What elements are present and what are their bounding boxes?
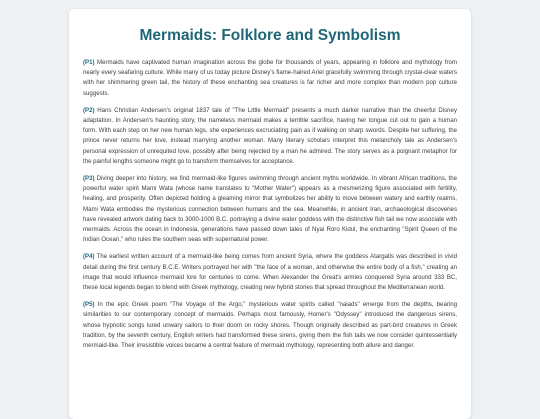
paragraph-3 (83, 174, 457, 245)
paragraph-label: (P3) (83, 175, 95, 183)
paragraph-label: (P4) (83, 253, 95, 261)
paragraph-label: (P5) (83, 301, 95, 309)
article-card (69, 9, 471, 419)
paragraph-label: (P1) (83, 59, 95, 66)
paragraph-text: Diving deeper into history, we find mermaid-like figures swimming through ancient myths worldwide. In vibrant African traditions, the powerful water spirit Mami Wata (whose name translates to "Mother Water") appears as a mesmerizing figure associated with fertility, healing, and prosperity. Often depicted holding a gleaming mirror that symbolizes her ability to move between watery and earthly realms, Mami Wata embodies the mysterious connection between humans and the sea. Meanwhile, in ancient Iran, archaeological discoveries have revealed artwork dating back to 3000-1000 B.C. portraying a divine water goddess with the distinctive fish tail we now associate with mermaids. Across the ocean in Indonesia, generations have passed down tales of Nyai Roro Kidul, the enchanting "Spirit Queen of the Indian Ocean," who rules the southern seas with supernatural power. (83, 175, 457, 244)
paragraph-text: In the epic Greek poem "The Voyage of the Argo," mysterious water spirits called "naiads" emerge from the depths, bearing similarities to our contemporary concept of mermaids. Perhaps most famously, Homer's "Odyssey" introduced the dangerous sirens, whose hypnotic songs lured unwary sailors to their doom on rocky shores. Though originally described as part-bird creatures in Greek tradition, by the seventh century, English writers had transformed these sirens, giving them the fish tails we now consider quintessentially mermaid-like. Their irresistible voices became a central feature of mermaid mythology, representing both allure and danger. (83, 301, 458, 350)
paragraph-1 (83, 58, 457, 99)
paragraph-text: Mermaids have captivated human imagination across the globe for thousands of years, appearing in folklore and mythology from nearly every seafaring culture. While many of us today picture Disney's flame-haired Ariel gracefully swimming through crystal-clear waters with her shimmering green tail, the history of these enchanting sea creatures is far richer and more complex than modern pop culture suggests. (83, 59, 457, 97)
paragraph-text: The earliest written account of a mermaid-like being comes from ancient Syria, where the goddess Atargatis was described in vivid detail during the first century B.C.E. Writers portrayed her with "the face of a woman, and otherwise the entire body of a fish," creating an image that would influence mermaid lore for centuries to come. When Alexander the Great's armies conquered Syria around 333 BC, these local legends began to blend with Greek mythology, creating new hybrid stories that spread throughout the Mediterranean world. (83, 253, 457, 292)
page-title: Mermaids: Folklore and Symbolism (139, 27, 401, 44)
paragraph-label: (P2) (83, 106, 95, 114)
paragraph-2 (83, 106, 457, 167)
paragraph-4 (83, 252, 457, 293)
paragraph-5 (83, 300, 457, 351)
paragraph-text: Hans Christian Andersen's original 1837 tale of "The Little Mermaid" presents a much darker narrative than the cheerful Disney adaptation. In Andersen's haunting story, the nameless mermaid makes a terrible sacrifice, having her tongue cut out to gain a human form. With each step on her new human legs, she experiences excruciating pain as if walking on sharp swords. Despite her suffering, the prince never returns her love, instead marrying another woman. Many literary scholars interpret this melancholy tale as Andersen's personal expression of unrequited love, possibly after being rejected by a man he admired. The story serves as a poignant metaphor for the painful lengths someone might go to transform themselves for acceptance. (83, 106, 457, 165)
